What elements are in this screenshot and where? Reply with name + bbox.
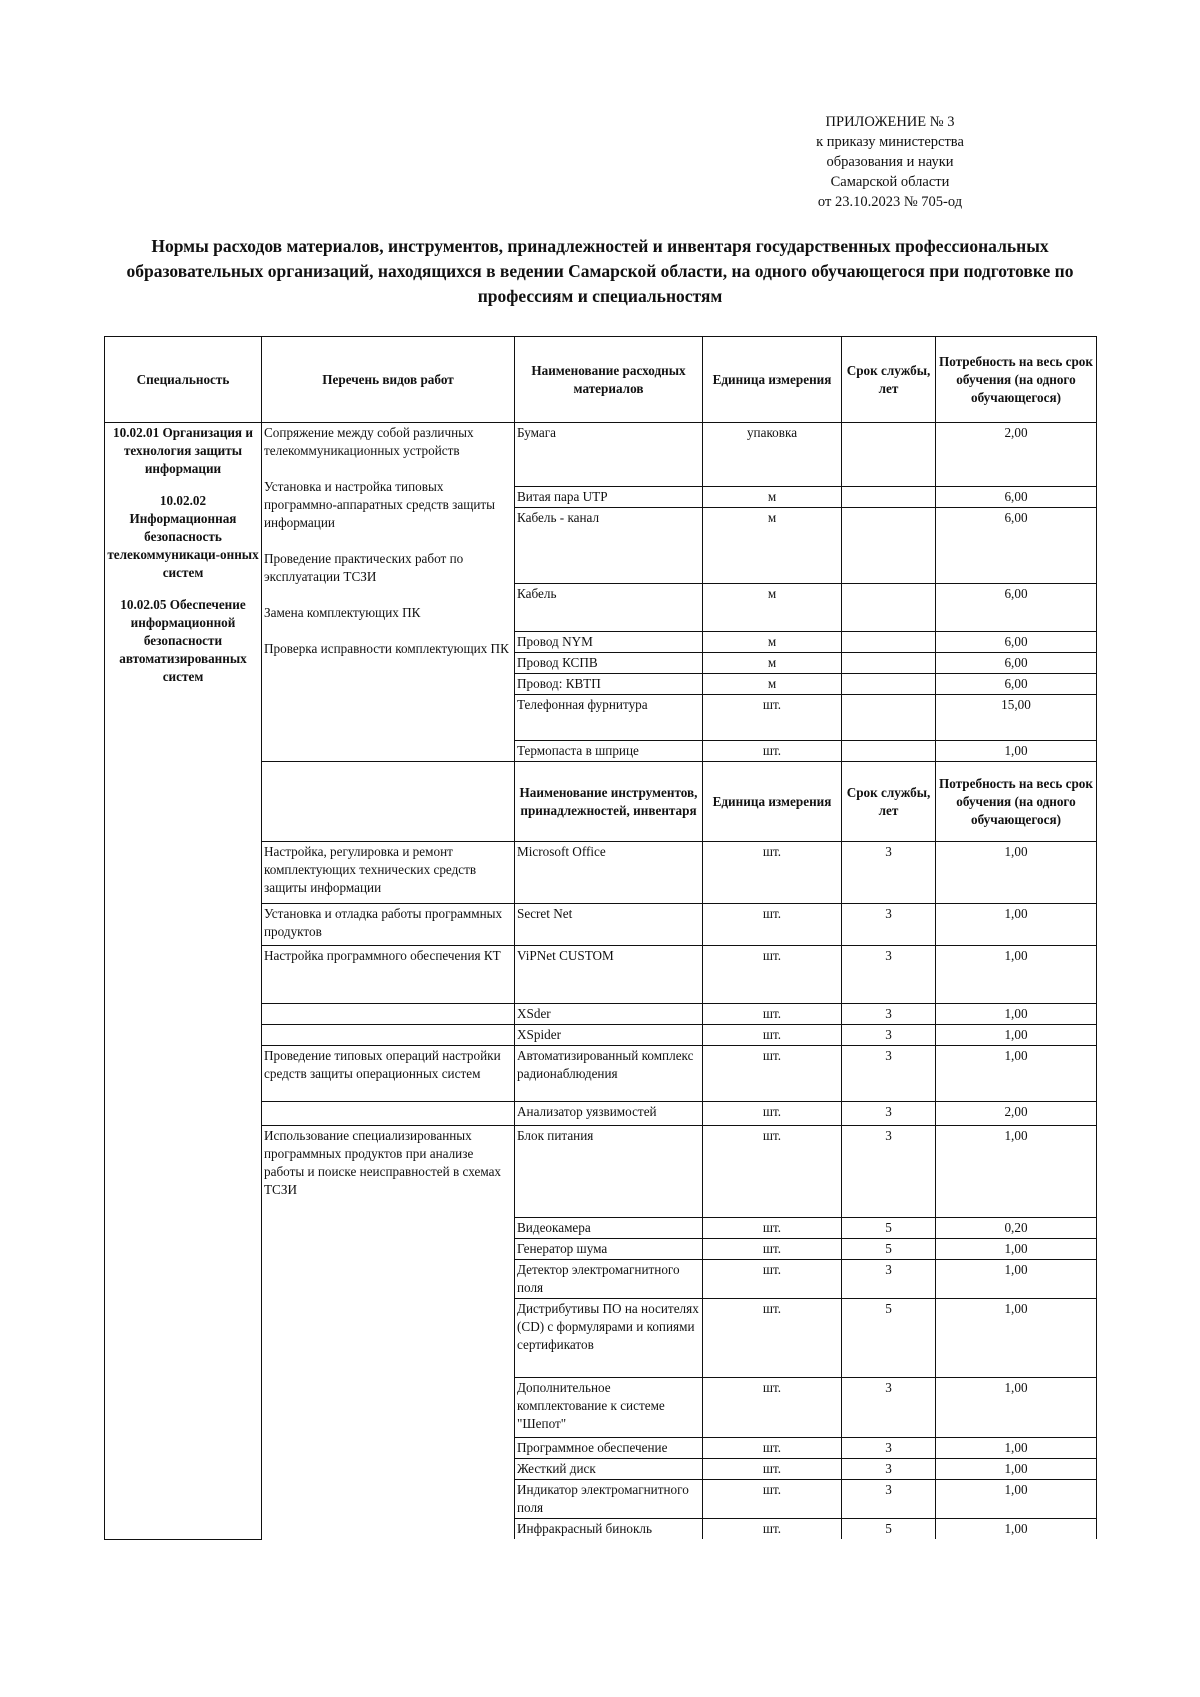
tool-term: 5 xyxy=(842,1299,936,1378)
material-name: Кабель - канал xyxy=(515,508,703,584)
tool-unit: шт. xyxy=(703,1480,842,1519)
work-cell: Установка и отладка работы программных продуктов xyxy=(262,904,515,946)
specialty-item: 10.02.01 Организация и технология защиты информации xyxy=(113,425,253,476)
specialty-item: 10.02.02 Информационная безопасность телекоммуникаци-онных систем xyxy=(107,493,259,580)
header-specialty: Специальность xyxy=(105,337,262,423)
specialty-cell xyxy=(105,423,262,1540)
work-item: Замена комплектующих ПК xyxy=(264,605,421,620)
material-unit: м xyxy=(703,632,842,653)
header-need: Потребность на весь срок обучения (на одного обучающегося) xyxy=(936,337,1097,423)
work-item: Проведение практических работ по эксплуатации ТСЗИ xyxy=(264,551,464,584)
header-term: Срок службы, лет xyxy=(842,337,936,423)
tool-need: 1,00 xyxy=(936,1459,1097,1480)
tool-need: 1,00 xyxy=(936,1378,1097,1438)
tool-term: 3 xyxy=(842,1004,936,1025)
material-unit: шт. xyxy=(703,695,842,741)
material-unit: м xyxy=(703,674,842,695)
tool-name: Secret Net xyxy=(515,904,703,946)
material-name: Телефонная фурнитура xyxy=(515,695,703,741)
tools-header-term: Срок службы, лет xyxy=(842,762,936,842)
work-cell: Проведение типовых операций настройки средств защиты операционных систем xyxy=(262,1046,515,1102)
table-row xyxy=(105,423,1097,487)
material-unit: м xyxy=(703,508,842,584)
tool-term: 3 xyxy=(842,904,936,946)
tool-need: 2,00 xyxy=(936,1102,1097,1126)
appendix-block xyxy=(740,112,1040,212)
tool-unit: шт. xyxy=(703,904,842,946)
tool-unit: шт. xyxy=(703,1102,842,1126)
header-materials: Наименование расходных материалов xyxy=(515,337,703,423)
tool-name: Анализатор уязвимостей xyxy=(515,1102,703,1126)
appendix-line: образования и науки xyxy=(826,154,954,170)
material-name: Провод: КВТП xyxy=(515,674,703,695)
tool-name: XSder xyxy=(515,1004,703,1025)
tool-term: 3 xyxy=(842,842,936,904)
tools-header-unit: Единица измерения xyxy=(703,762,842,842)
material-need: 6,00 xyxy=(936,584,1097,632)
tool-term: 3 xyxy=(842,1438,936,1459)
tools-header-need: Потребность на весь срок обучения (на одного обучающегося) xyxy=(936,762,1097,842)
tool-name: Генератор шума xyxy=(515,1239,703,1260)
tool-need: 0,20 xyxy=(936,1218,1097,1239)
tool-unit: шт. xyxy=(703,842,842,904)
tool-unit: шт. xyxy=(703,1519,842,1540)
tool-unit: шт. xyxy=(703,1126,842,1218)
material-need: 6,00 xyxy=(936,508,1097,584)
work-item: Сопряжение между собой различных телекоммуникационных устройств xyxy=(264,425,474,458)
tool-unit: шт. xyxy=(703,946,842,1004)
work-item: Проверка исправности комплектующих ПК xyxy=(264,641,509,656)
material-name: Кабель xyxy=(515,584,703,632)
tool-need: 1,00 xyxy=(936,1025,1097,1046)
tool-unit: шт. xyxy=(703,1438,842,1459)
material-name: Бумага xyxy=(515,423,703,487)
tool-need: 1,00 xyxy=(936,904,1097,946)
work-cell: Настройка программного обеспечения КТ xyxy=(262,946,515,1004)
material-unit: м xyxy=(703,584,842,632)
material-need: 6,00 xyxy=(936,674,1097,695)
material-unit: м xyxy=(703,487,842,508)
works-cell xyxy=(262,423,515,762)
tool-need: 1,00 xyxy=(936,1438,1097,1459)
tool-term: 3 xyxy=(842,1126,936,1218)
material-name: Термопаста в шприце xyxy=(515,741,703,762)
tool-term: 3 xyxy=(842,1378,936,1438)
tool-term: 5 xyxy=(842,1218,936,1239)
tool-unit: шт. xyxy=(703,1218,842,1239)
tool-unit: шт. xyxy=(703,1260,842,1299)
material-unit: упаковка xyxy=(703,423,842,487)
tool-need: 1,00 xyxy=(936,946,1097,1004)
tool-term: 5 xyxy=(842,1239,936,1260)
material-term xyxy=(842,632,936,653)
tool-name: Жесткий диск xyxy=(515,1459,703,1480)
header-unit: Единица измерения xyxy=(703,337,842,423)
tool-term: 3 xyxy=(842,1480,936,1519)
material-name: Витая пара UTP xyxy=(515,487,703,508)
tool-need: 1,00 xyxy=(936,1004,1097,1025)
appendix-line: от 23.10.2023 № 705-од xyxy=(817,194,963,210)
tool-need: 1,00 xyxy=(936,1239,1097,1260)
tool-name: Блок питания xyxy=(515,1126,703,1218)
tool-need: 1,00 xyxy=(936,1260,1097,1299)
tool-unit: шт. xyxy=(703,1299,842,1378)
material-term xyxy=(842,674,936,695)
tool-need: 1,00 xyxy=(936,1519,1097,1540)
material-term xyxy=(842,508,936,584)
document-title: Нормы расходов материалов, инструментов, принадлежностей и инвентаря государственных профессиональных образовательных организаций, находящихся в ведении Самарской области, на одного обучающегося при подготовке по профессиям и специальностям xyxy=(126,236,1074,306)
tool-name: XSpider xyxy=(515,1025,703,1046)
tool-unit: шт. xyxy=(703,1239,842,1260)
tool-term: 5 xyxy=(842,1519,936,1540)
tools-header-empty xyxy=(262,762,515,842)
material-term xyxy=(842,584,936,632)
tool-term: 3 xyxy=(842,1459,936,1480)
material-term xyxy=(842,653,936,674)
tool-term: 3 xyxy=(842,1025,936,1046)
tool-name: Детектор электромагнитного поля xyxy=(515,1260,703,1299)
tool-term: 3 xyxy=(842,946,936,1004)
material-need: 15,00 xyxy=(936,695,1097,741)
tool-need: 1,00 xyxy=(936,1126,1097,1218)
material-name: Провод NYM xyxy=(515,632,703,653)
material-need: 2,00 xyxy=(936,423,1097,487)
material-need: 1,00 xyxy=(936,741,1097,762)
tool-need: 1,00 xyxy=(936,1046,1097,1102)
tool-term: 3 xyxy=(842,1260,936,1299)
norms-table xyxy=(104,336,1097,1540)
work-item: Установка и настройка типовых программно-аппаратных средств защиты информации xyxy=(264,479,496,530)
tool-term: 3 xyxy=(842,1046,936,1102)
appendix-line: Самарской области xyxy=(830,174,950,190)
tool-unit: шт. xyxy=(703,1004,842,1025)
material-term xyxy=(842,487,936,508)
work-cell xyxy=(262,1004,515,1025)
tool-need: 1,00 xyxy=(936,1299,1097,1378)
tool-unit: шт. xyxy=(703,1378,842,1438)
tool-term: 3 xyxy=(842,1102,936,1126)
material-term xyxy=(842,741,936,762)
work-cell xyxy=(262,1102,515,1126)
tool-need: 1,00 xyxy=(936,842,1097,904)
material-unit: шт. xyxy=(703,741,842,762)
work-cell: Настройка, регулировка и ремонт комплектующих технических средств защиты информации xyxy=(262,842,515,904)
header-works: Перечень видов работ xyxy=(262,337,515,423)
appendix-line: ПРИЛОЖЕНИЕ № 3 xyxy=(825,114,955,130)
tool-name: Автоматизированный комплекс радионаблюдения xyxy=(515,1046,703,1102)
material-term xyxy=(842,695,936,741)
work-cell xyxy=(262,1025,515,1046)
tool-name: Индикатор электромагнитного поля xyxy=(515,1480,703,1519)
material-need: 6,00 xyxy=(936,487,1097,508)
material-name: Провод КСПВ xyxy=(515,653,703,674)
tool-name: Дополнительное комплектование к системе "Шепот" xyxy=(515,1378,703,1438)
material-need: 6,00 xyxy=(936,653,1097,674)
header-row xyxy=(105,337,1097,423)
tool-name: Видеокамера xyxy=(515,1218,703,1239)
work-cell: Использование специализированных программных продуктов при анализе работы и поиске неисправностей в схемах ТСЗИ xyxy=(262,1126,515,1540)
tool-unit: шт. xyxy=(703,1046,842,1102)
tool-name: Инфракрасный бинокль xyxy=(515,1519,703,1540)
tool-name: Microsoft Office xyxy=(515,842,703,904)
tool-name: Дистрибутивы ПО на носителях (CD) с формулярами и копиями сертификатов xyxy=(515,1299,703,1378)
tool-name: Программное обеспечение xyxy=(515,1438,703,1459)
appendix-line: к приказу министерства xyxy=(816,134,964,150)
tools-header-name: Наименование инструментов, принадлежностей, инвентаря xyxy=(515,762,703,842)
tool-need: 1,00 xyxy=(936,1480,1097,1519)
tool-unit: шт. xyxy=(703,1025,842,1046)
specialty-item: 10.02.05 Обеспечение информационной безопасности автоматизированных систем xyxy=(119,597,247,684)
tool-unit: шт. xyxy=(703,1459,842,1480)
tool-name: ViPNet CUSTOM xyxy=(515,946,703,1004)
material-need: 6,00 xyxy=(936,632,1097,653)
material-term xyxy=(842,423,936,487)
material-unit: м xyxy=(703,653,842,674)
